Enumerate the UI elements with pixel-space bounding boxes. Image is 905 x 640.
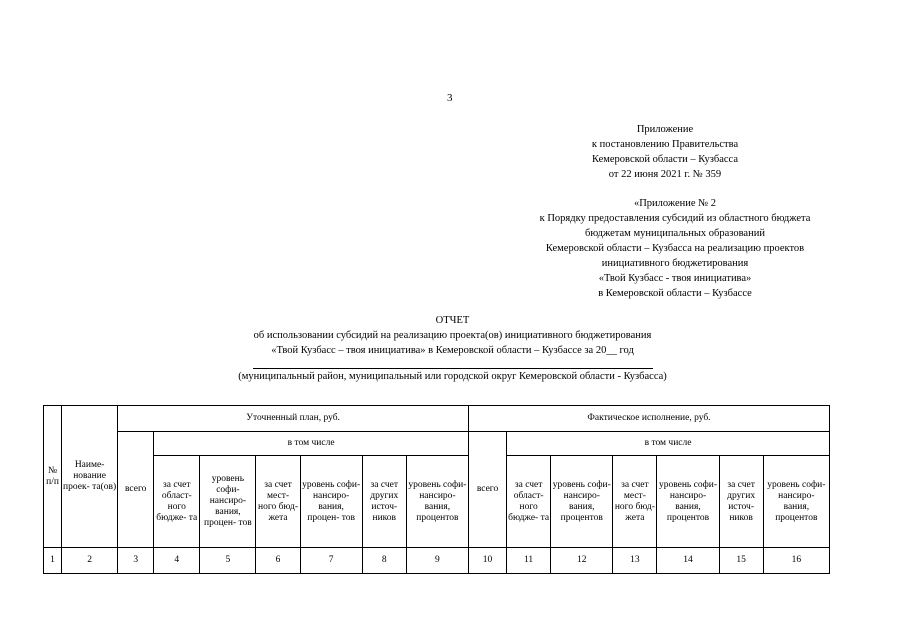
header-sub-cell: за счет других источ- ников xyxy=(362,456,406,548)
header-cell-total: всего xyxy=(118,432,154,548)
report-subtitle: об использовании субсидий на реализацию проекта(ов) инициативного бюджетирования xyxy=(253,330,652,341)
report-title: ОТЧЕТ xyxy=(435,315,470,326)
header-sub-cell: за счет област- ного бюдже- та xyxy=(507,456,551,548)
column-number: 4 xyxy=(154,548,200,574)
appendix2-line: «Твой Кузбасс - твоя инициатива» xyxy=(598,273,752,284)
header-sub-cell: уровень софи- нансиро- вания, процентов xyxy=(657,456,719,548)
column-number: 9 xyxy=(406,548,468,574)
appendix-line: Кемеровской области – Кузбасса xyxy=(591,154,738,165)
header-sub-cell: за счет других источ- ников xyxy=(719,456,763,548)
column-number: 11 xyxy=(507,548,551,574)
report-heading xyxy=(170,313,735,384)
column-number: 3 xyxy=(118,548,154,574)
appendix-line: от 22 июня 2021 г. № 359 xyxy=(608,169,722,180)
appendix2-line: в Кемеровской области – Кузбассе xyxy=(598,288,752,299)
report-caption: (муниципальный район, муниципальный или городской округ Кемеровской области - Кузбасса) xyxy=(238,371,667,382)
header-sub-cell: уровень софи- нансиро- вания, процентов xyxy=(763,456,829,548)
header-sub-cell: уровень софи- нансиро- вания, процен- тов xyxy=(200,456,256,548)
appendix2-line: бюджетам муниципальных образований xyxy=(585,228,765,239)
column-number: 7 xyxy=(300,548,362,574)
header-cell-no: № п/п xyxy=(44,406,62,548)
report-table xyxy=(43,405,830,574)
page-number: 3 xyxy=(447,92,453,104)
appendix2-line: «Приложение № 2 xyxy=(633,198,717,209)
appendix2-line: инициативного бюджетирования xyxy=(601,258,749,269)
appendix-header xyxy=(560,122,770,182)
header-sub-cell: за счет мест- ного бюд- жета xyxy=(256,456,300,548)
blank-fill-line xyxy=(253,358,653,369)
column-number: 13 xyxy=(613,548,657,574)
column-number: 14 xyxy=(657,548,719,574)
header-cell-name: Наиме- нование проек- та(ов) xyxy=(62,406,118,548)
column-number: 15 xyxy=(719,548,763,574)
column-number: 16 xyxy=(763,548,829,574)
header-including: в том числе xyxy=(154,432,469,456)
header-sub-cell: уровень софи- нансиро- вания, процентов xyxy=(406,456,468,548)
appendix-line: к постановлению Правительства xyxy=(591,139,739,150)
appendix-line: Приложение xyxy=(636,124,694,135)
header-sub-cell: уровень софи- нансиро- вания, процентов xyxy=(551,456,613,548)
header-group-fact: Фактическое исполнение, руб. xyxy=(468,406,829,432)
column-number: 12 xyxy=(551,548,613,574)
header-cell-total: всего xyxy=(468,432,506,548)
column-number: 5 xyxy=(200,548,256,574)
header-sub-cell: за счет мест- ного бюд- жета xyxy=(613,456,657,548)
header-including: в том числе xyxy=(507,432,830,456)
column-number: 10 xyxy=(468,548,506,574)
column-number: 6 xyxy=(256,548,300,574)
header-group-plan: Уточненный план, руб. xyxy=(118,406,469,432)
report-subtitle: «Твой Кузбасс – твоя инициатива» в Кемеровской области – Кузбассе за 20__ год xyxy=(271,345,634,356)
column-number: 8 xyxy=(362,548,406,574)
appendix2-line: к Порядку предоставления субсидий из областного бюджета xyxy=(539,213,811,224)
column-number: 1 xyxy=(44,548,62,574)
appendix2-header xyxy=(490,196,860,301)
column-number: 2 xyxy=(62,548,118,574)
header-sub-cell: уровень софи- нансиро- вания, процен- тов xyxy=(300,456,362,548)
appendix2-line: Кемеровской области – Кузбасса на реализацию проектов xyxy=(545,243,805,254)
header-sub-cell: за счет област- ного бюдже- та xyxy=(154,456,200,548)
